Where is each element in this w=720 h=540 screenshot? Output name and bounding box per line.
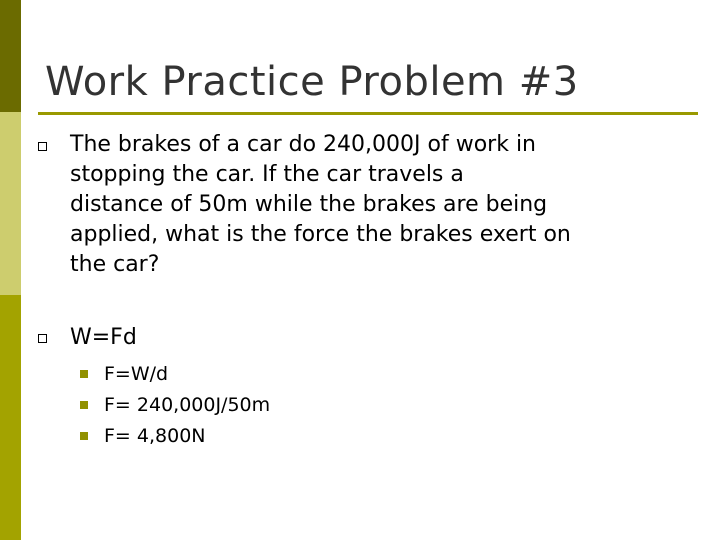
slide-title: Work Practice Problem #3: [45, 59, 579, 105]
solution-step: F=W/d: [104, 363, 169, 385]
solution-step: F= 240,000J/50m: [104, 394, 271, 416]
side-bar-middle: [0, 112, 21, 295]
problem-line: applied, what is the force the brakes exert on: [70, 222, 571, 247]
title-underline: [38, 112, 698, 115]
problem-statement: [70, 130, 690, 280]
square-bullet-icon: [80, 401, 88, 409]
side-bar-bottom: [0, 295, 21, 540]
problem-line: stopping the car. If the car travels a: [70, 162, 464, 187]
bullet-box-icon: [38, 334, 47, 343]
problem-line: the car?: [70, 252, 160, 277]
square-bullet-icon: [80, 432, 88, 440]
problem-line: distance of 50m while the brakes are being: [70, 192, 548, 217]
side-bar-top: [0, 0, 21, 112]
problem-line: The brakes of a car do 240,000J of work in: [70, 132, 536, 157]
solution-step: F= 4,800N: [104, 425, 206, 447]
square-bullet-icon: [80, 370, 88, 378]
formula-line: W=Fd: [70, 325, 137, 350]
bullet-box-icon: [38, 142, 47, 151]
